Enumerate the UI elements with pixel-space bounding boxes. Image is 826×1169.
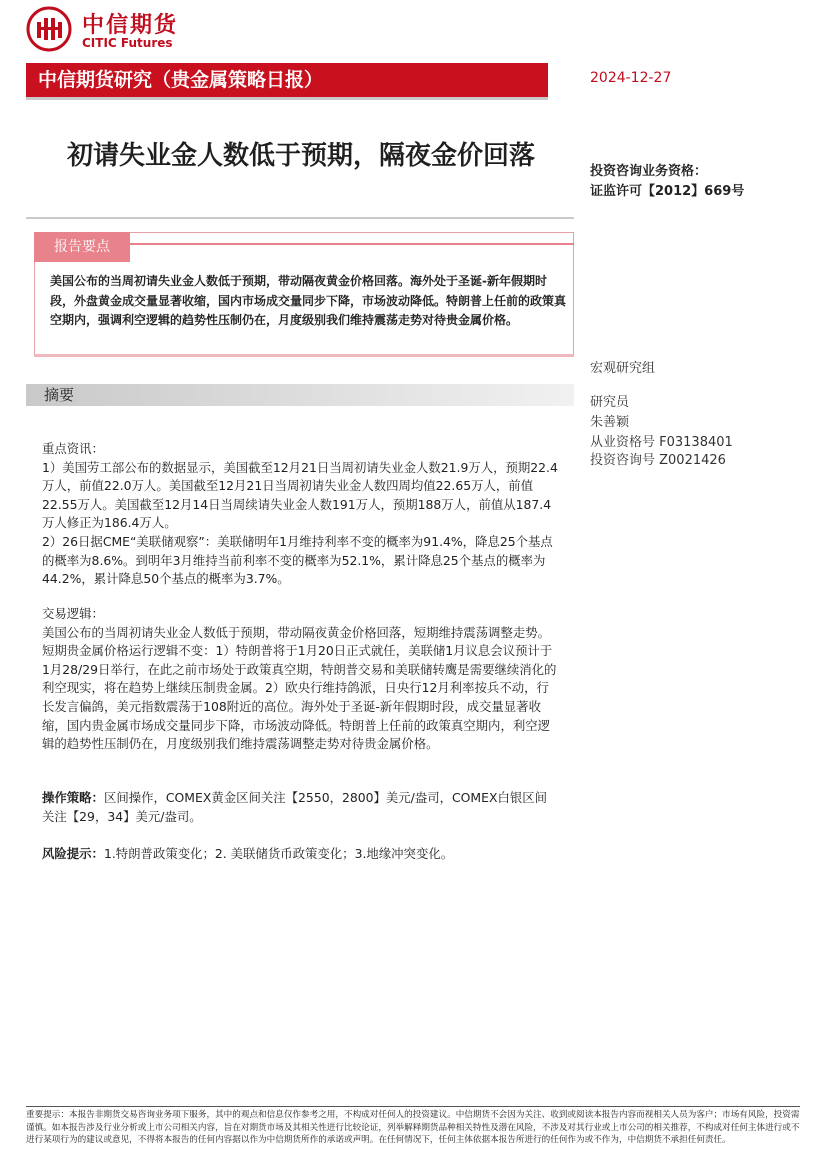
key-points-tab: 报告要点 xyxy=(34,232,130,262)
practice-license: 从业资格号 F03138401 xyxy=(590,435,733,450)
risk-text: 1.特朗普政策变化；2. 美联储货币政策变化；3.地缘冲突变化。 xyxy=(103,846,454,861)
qualification-label: 投资咨询业务资格： xyxy=(590,164,708,179)
logic-text: 美国公布的当周初请失业金人数低于预期，带动隔夜黄金价格回落，短期维持震荡调整走势。短期贵金属价格运行逻辑不变：1）特朗普将于1月20日正式就任，美联储1月议息会议预计于1月28/29日举行，在此之前市场处于政策真空期，特朗普交易和美联储转鹰是需要继续消化的利空现实，将在趋势上继续压制贵金属。2）欧央行维持鸽派，日央行12月利率按兵不动，行长发言偏鸽，美元指数震荡于108附近的高位。海外处于圣诞-新年假期时段，成交量显著收缩，国内贵金属市场成交量同步下降，市场波动降低。特朗普上任前的政策真空期内，利空逻辑的趋势性压制仍在，月度级别我们维持震荡调整走势对待贵金属价格。 xyxy=(42,624,557,752)
research-group: 宏观研究组 xyxy=(590,361,656,376)
analyst-role: 研究员 xyxy=(590,395,630,410)
banner-underline xyxy=(26,97,548,100)
qualification-value: 证监许可【2012】669号 xyxy=(590,184,745,199)
footer-divider xyxy=(26,1106,800,1107)
footer-disclaimer: 重要提示：本报告非期货交易咨询业务项下服务，其中的观点和信息仅作参考之用，不构成对任何人的投资建议。中信期货不会因为关注、收到或阅读本报告内容而视相关人员为客户；市场有风险，投资需谨慎。如本报告涉及行业分析或上市公司相关内容，旨在对期货市场及其相关性进行比较论证，列举解释期货品种相关特性及潜在风险，不涉及对其行业或上市公司的相关推荐，不构成对任何主体进行或不进行某项行为的建议或意见，不得将本报告的任何内容据以作为中信期货所作的承诺或声明。在任何情况下，任何主体依据本报告所进行的任何作为或不作为，中信期货不承担任何责任。 xyxy=(26,1110,800,1146)
risk-section xyxy=(42,845,558,864)
news-section xyxy=(42,440,558,589)
title-divider xyxy=(26,217,574,219)
strategy-text: 区间操作，COMEX黄金区间关注【2550，2800】美元/盎司，COMEX白银区间关注【29，34】美元/盎司。 xyxy=(42,790,548,824)
news-heading: 重点资讯： xyxy=(42,441,104,456)
risk-label: 风险提示： xyxy=(42,846,104,861)
news-item-1: 1）美国劳工部公布的数据显示，美国截至12月21日当周初请失业金人数21.9万人，预期22.4万人，前值22.0万人。美国截至12月21日当周初请失业金人数四周均值22.65万人，前值22.55万人。美国截至12月14日当周续请失业金人数191万人，预期188万人，前值从187.4万人修正为186.4万人。 xyxy=(42,459,558,531)
report-title: 初请失业金人数低于预期，隔夜金价回落 xyxy=(66,141,535,171)
logic-section xyxy=(42,605,558,754)
logo-english-name: CITIC Futures xyxy=(82,36,173,50)
logo-chinese-name: 中信期货 xyxy=(82,13,179,38)
key-points-tab-rule xyxy=(130,243,574,245)
logic-heading: 交易逻辑： xyxy=(42,606,104,621)
abstract-band xyxy=(26,384,574,406)
consult-license: 投资咨询号 Z0021426 xyxy=(590,453,726,468)
key-points-bottom-rule xyxy=(34,354,574,357)
report-date: 2024-12-27 xyxy=(590,70,672,86)
citic-logo-icon xyxy=(26,6,72,52)
news-item-2: 2）26日据CME“美联储观察”：美联储明年1月维持利率不变的概率为91.4%，降息25个基点的概率为8.6%。到明年3月维持当前利率不变的概率为52.1%，累计降息25个基点的概率为44.2%，累计降息50个基点的概率为3.7%。 xyxy=(42,533,553,587)
analyst-name: 朱善颖 xyxy=(590,415,630,430)
strategy-section xyxy=(42,789,558,826)
abstract-heading: 摘要 xyxy=(44,386,75,404)
strategy-label: 操作策略： xyxy=(42,790,104,805)
key-points-text: 美国公布的当周初请失业金人数低于预期，带动隔夜黄金价格回落。海外处于圣诞-新年假期时段，外盘黄金成交量显著收缩，国内市场成交量同步下降，市场波动降低。特朗普上任前的政策真空期内，强调利空逻辑的趋势性压制仍在，月度级别我们维持震荡走势对待贵金属价格。 xyxy=(50,274,567,327)
report-series-banner: 中信期货研究（贵金属策略日报） xyxy=(26,63,548,97)
